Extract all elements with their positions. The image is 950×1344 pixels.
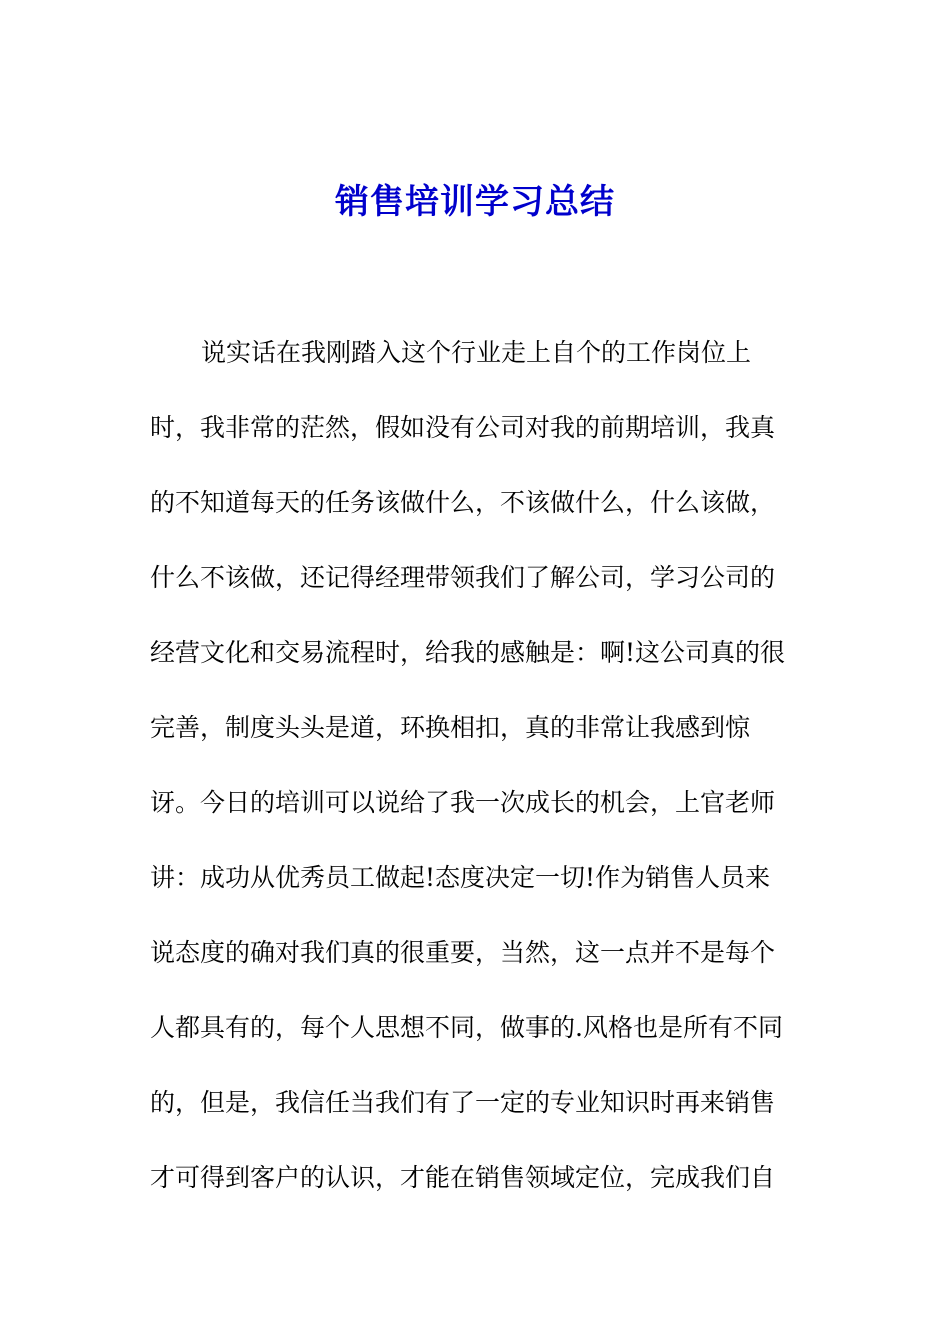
paragraph-line: 的不知道每天的任务该做什么，不该做什么，什么该做， (150, 488, 776, 517)
paragraph-line: 说态度的确对我们真的很重要，当然，这一点并不是每个 (150, 938, 776, 967)
paragraph-line: 什么不该做，还记得经理带领我们了解公司，学习公司的 (150, 563, 776, 592)
document-title: 销售培训学习总结 (335, 182, 615, 222)
paragraph-line: 的，但是，我信任当我们有了一定的专业知识时再来销售 (150, 1088, 776, 1117)
paragraph-line: 才可得到客户的认识，才能在销售领域定位，完成我们自 (150, 1163, 776, 1192)
document-body (150, 330, 810, 1230)
paragraph-line: 说实话在我刚踏入这个行业走上自个的工作岗位上 (201, 338, 752, 367)
paragraph-line: 讶。今日的培训可以说给了我一次成长的机会，上官老师 (150, 788, 776, 817)
paragraph-line: 讲：成功从优秀员工做起!态度决定一切!作为销售人员来 (150, 863, 771, 892)
paragraph-line: 经营文化和交易流程时，给我的感触是：啊!这公司真的很 (150, 638, 786, 667)
paragraph-line: 人都具有的，每个人思想不同，做事的.风格也是所有不同 (150, 1013, 783, 1042)
paragraph-line: 完善，制度头头是道，环换相扣，真的非常让我感到惊 (150, 713, 751, 742)
paragraph-line: 时，我非常的茫然，假如没有公司对我的前期培训，我真 (150, 413, 776, 442)
